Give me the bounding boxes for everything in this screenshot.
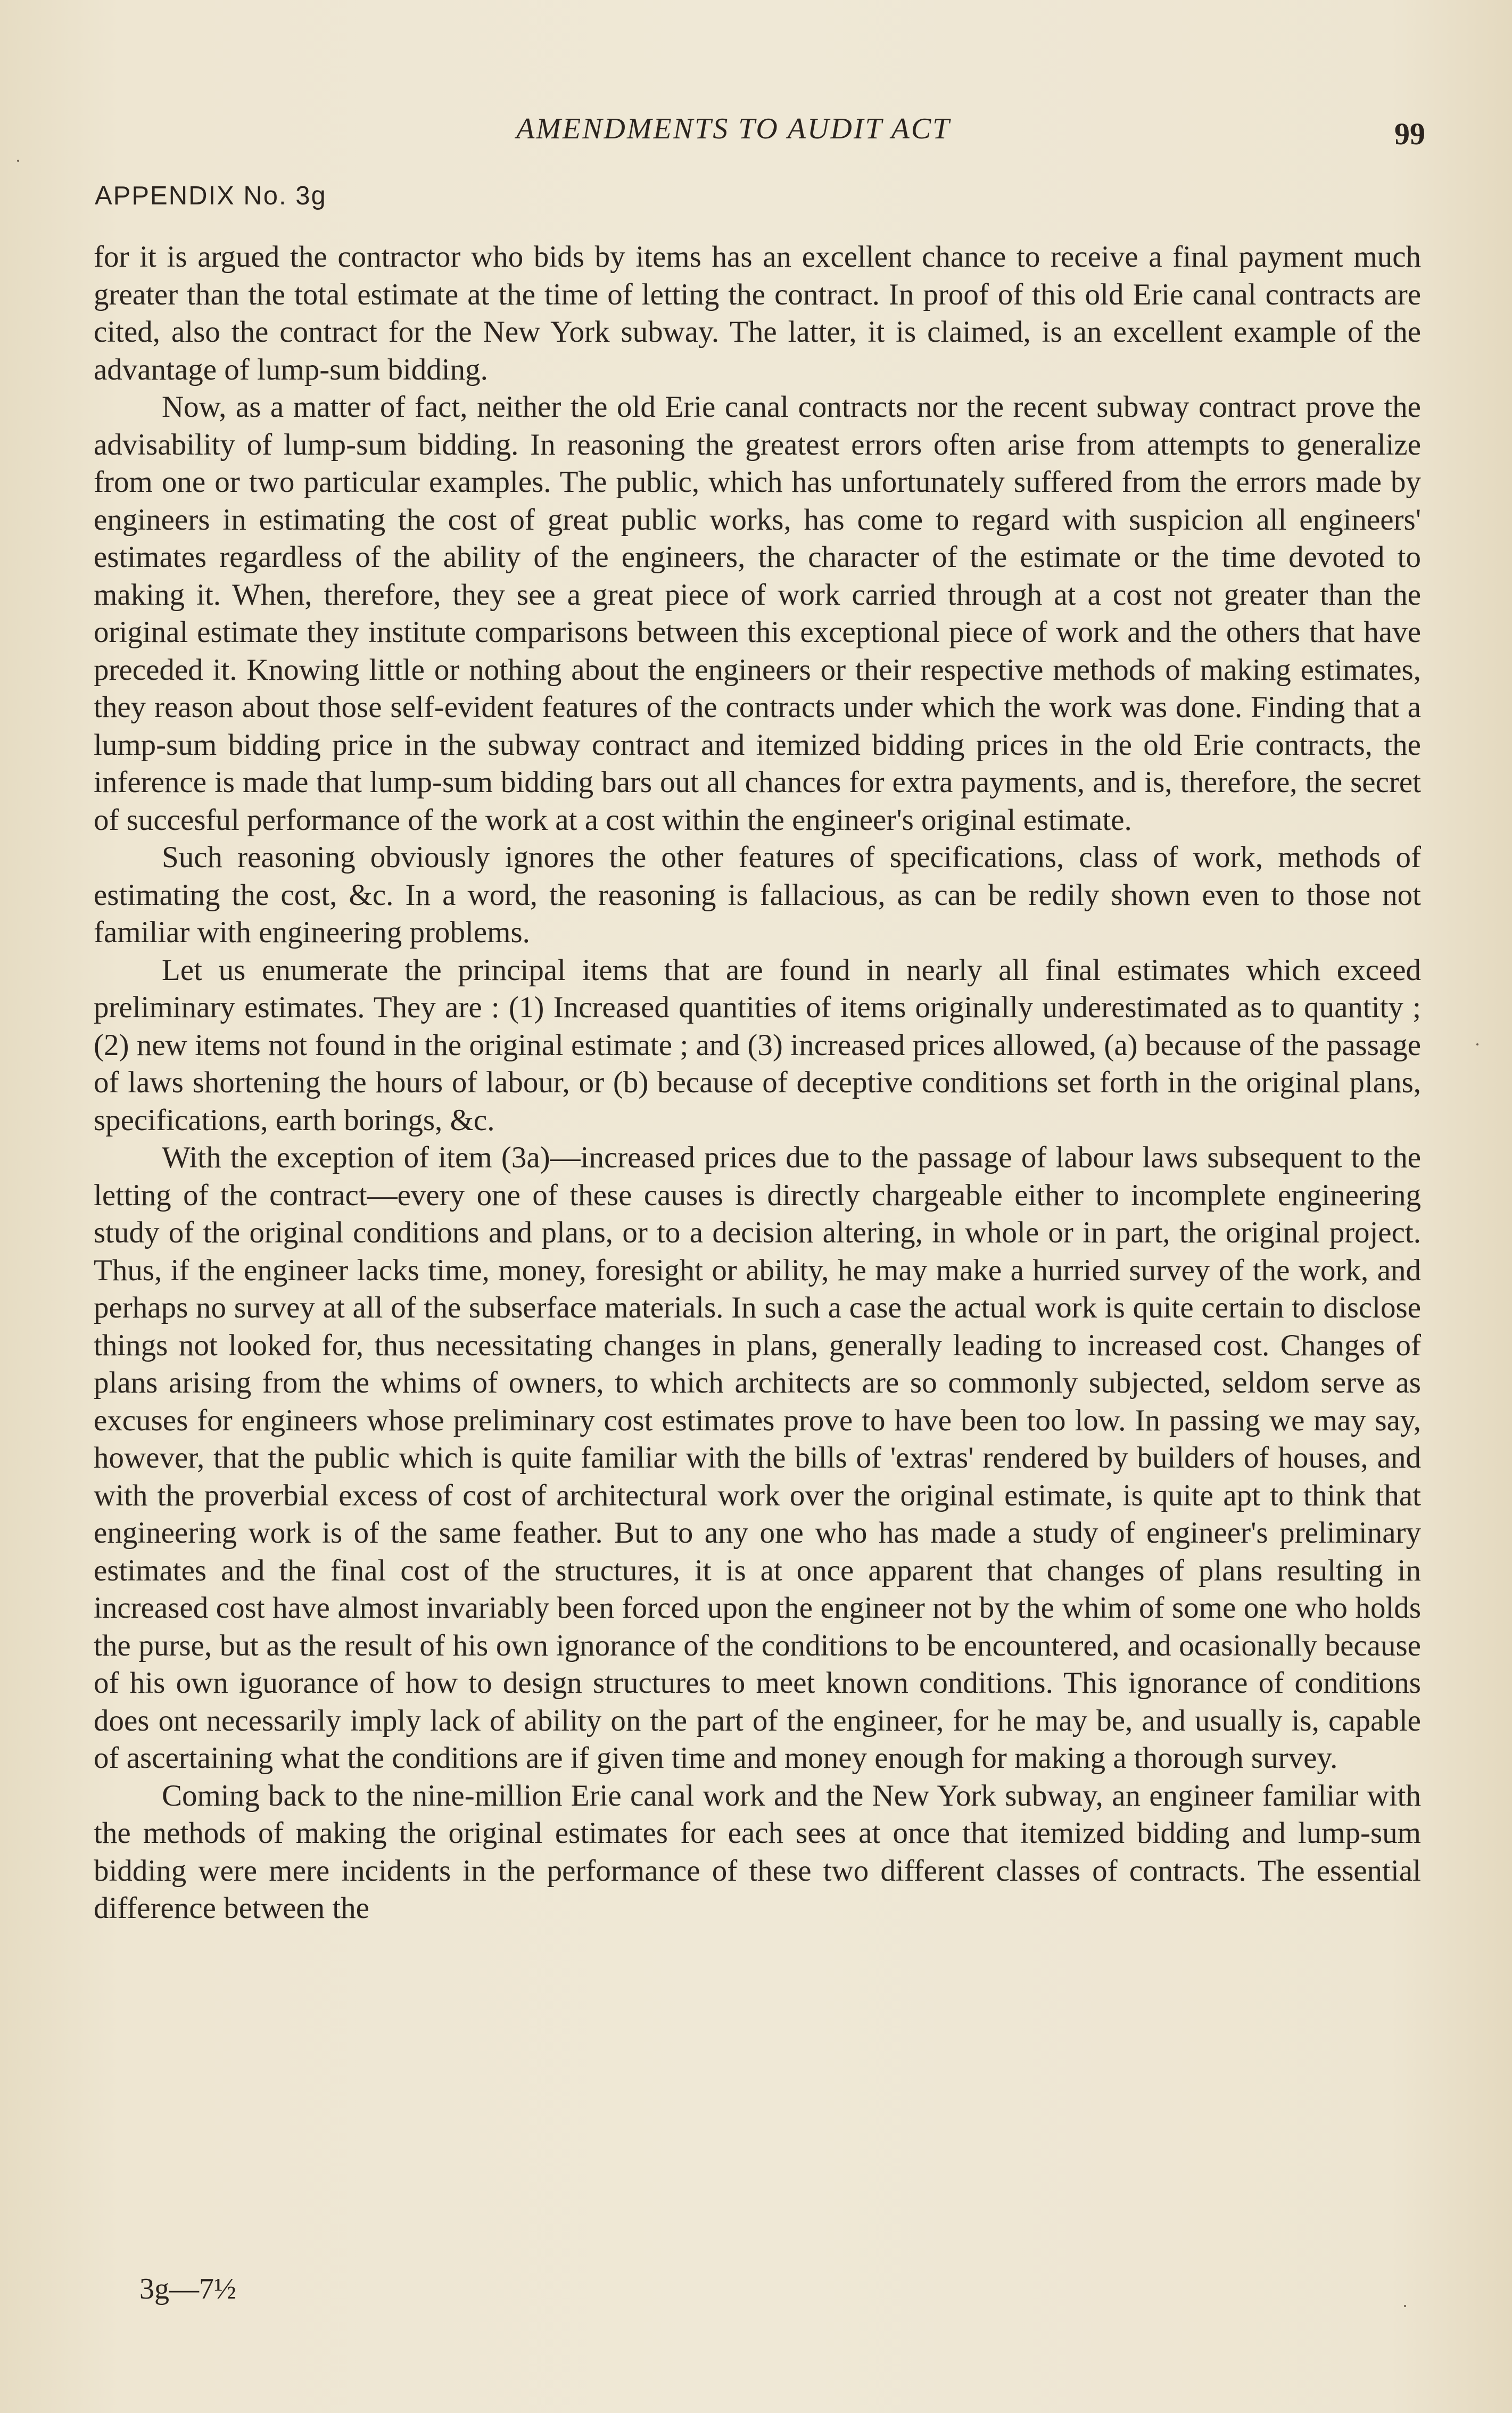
paragraph-6: Coming back to the nine-million Erie canal work and the New York subway, an engineer familiar with the methods of making the original estimates for each sees at once that itemized bidding and lump-sum bidding were mere incidents in the performance of these two different classes of contracts. The essential difference between the (94, 1778, 1421, 1925)
paragraph-2: Now, as a matter of fact, neither the old Erie canal contracts nor the recent subway contract prove the advisability of lump-sum bidding. In reasoning the greatest errors often arise from attempts to generalize from one or two particular examples. The public, which has unfortunately suffered from the errors made by engineers in estimating the cost of great public works, has come to regard with suspicion all engineers' estimates regardless of the ability of the engineers, the character of the estimate or the time devoted to making it. When, therefore, they see a great piece of work carried through at a cost not greater than the original estimate they institute comparisons between this exceptional piece of work and the others that have preceded it. Knowing little or nothing about the engineers or their respective methods of making estimates, they reason about those self-evident features of the contracts under which the work was done. Finding that a lump-sum bidding price in the subway contract and itemized bidding prices in the old Erie contracts, the inference is made that lump-sum bidding bars out all chances for extra payments, and is, therefore, the secret of succesful performance of the work at a cost within the engineer's original estimate. (94, 390, 1421, 837)
running-head: AMENDMENTS TO AUDIT ACT (516, 112, 951, 145)
paper-speck (1404, 2305, 1406, 2307)
paragraph-3: Such reasoning obviously ignores the other features of specifications, class of work, methods of estimating the cost, &c. In a word, the reasoning is fallacious, as can be redily shown even to those not familiar with engineering problems. (94, 841, 1421, 949)
body-text (94, 238, 1421, 1928)
appendix-label: APPENDIX No. 3g (95, 182, 327, 210)
paper-speck (1476, 1043, 1478, 1045)
paragraph-4: Let us enumerate the principal items that are found in nearly all final estimates which exceed preliminary estimates. They are : (1) Increased quantities of items originally underestimated as to quantity ; (2) new items not found in the original estimate ; and (3) increased prices allowed, (a) because of the passage of laws shortening the hours of labour, or (b) because of deceptive conditions set forth in the original plans, specifications, earth borings, &c. (94, 953, 1421, 1137)
signature-mark: 3g—7½ (139, 2272, 236, 2305)
paper-speck (17, 160, 19, 162)
paragraph-1: for it is argued the contractor who bids by items has an excellent chance to receive a final payment much greater than the total estimate at the time of letting the contract. In proof of this old Erie canal contracts are cited, also the contract for the New York subway. The latter, it is claimed, is an excellent example of the advantage of lump-sum bidding. (94, 240, 1421, 386)
page-number: 99 (1394, 117, 1425, 151)
paragraph-5: With the exception of item (3a)—increased prices due to the passage of labour laws subsequent to the letting of the contract—every one of these causes is directly chargeable either to incomplete engineering study of the original conditions and plans, or to a decision altering, in whole or in part, the original project. Thus, if the engineer lacks time, money, foresight or ability, he may make a hurried survey of the work, and perhaps no survey at all of the subserface materials. In such a case the actual work is quite certain to disclose things not looked for, thus necessitating changes in plans, generally leading to increased cost. Changes of plans arising from the whims of owners, to which architects are so commonly subjected, seldom serve as excuses for engineers whose preliminary cost estimates prove to have been too low. In passing we may say, however, that the public which is quite familiar with the bills of 'extras' rendered by builders of houses, and with the proverbial excess of cost of architectural work over the original estimate, is quite apt to think that engineering work is of the same feather. But to any one who has made a study of engineer's preliminary estimates and the final cost of the structures, it is at once apparent that changes of plans resulting in increased cost have almost invariably been forced upon the engineer not by the whim of some one who holds the purse, but as the result of his own ignorance of the conditions to be encountered, and ocasionally because of his own iguorance of how to design structures to meet known conditions. This ignorance of conditions does ont necessarily imply lack of ability on the part of the engineer, for he may be, and usually is, capable of ascertaining what the conditions are if given time and money enough for making a thorough survey. (94, 1141, 1421, 1775)
